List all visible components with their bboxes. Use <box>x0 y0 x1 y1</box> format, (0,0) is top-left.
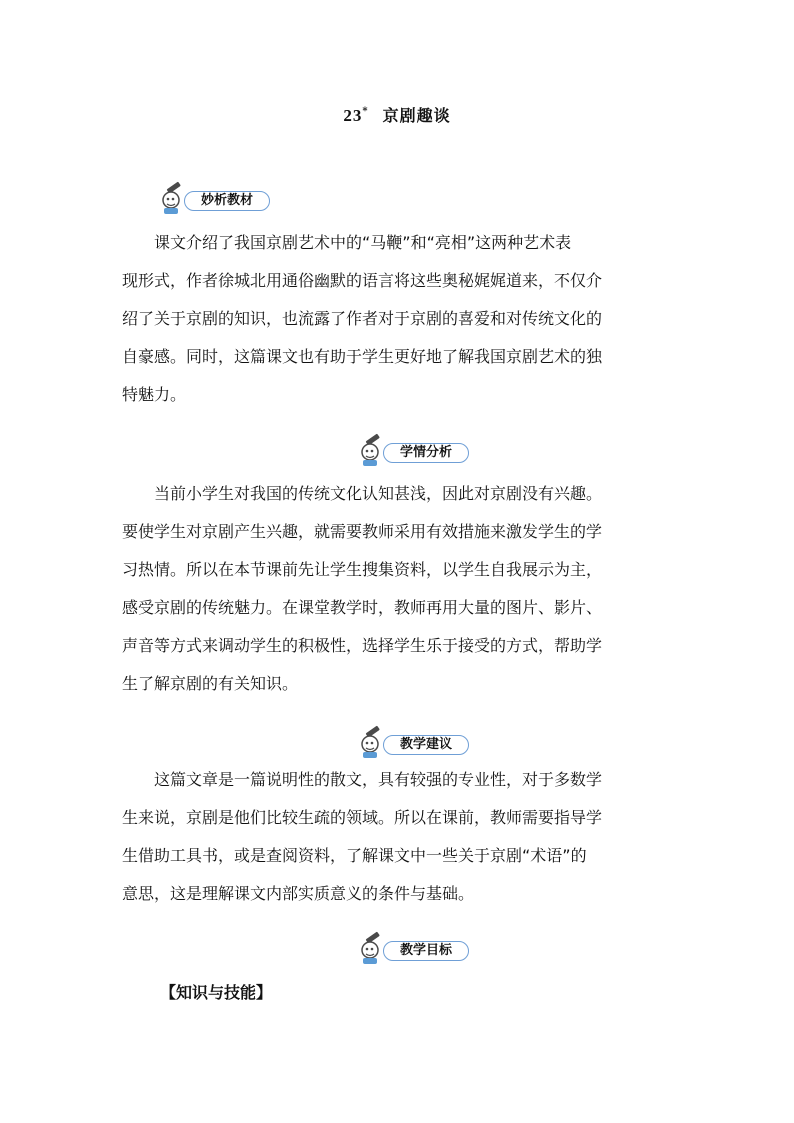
text-line: 习热情。所以在本节课前先让学生搜集资料，以学生自我展示为主， <box>122 560 603 579</box>
text-line: 课文介绍了我国京剧艺术中的“马鞭”和“亮相”这两种艺术表 <box>154 233 572 252</box>
badge-label: 妙析教材 <box>184 191 270 211</box>
text-line: 现形式，作者徐城北用通俗幽默的语言将这些奥秘娓娓道来，不仅介 <box>122 271 603 290</box>
section-badge-analysis <box>158 180 274 214</box>
text-line: 要使学生对京剧产生兴趣，就需要教师采用有效措施来激发学生的学 <box>122 522 603 541</box>
section-badge-learner <box>357 432 473 466</box>
lesson-name: 京剧趣谈 <box>382 106 451 125</box>
section-text-suggestion <box>122 761 674 913</box>
section-text-analysis <box>122 224 674 414</box>
text-line: 意思，这是理解课文内部实质意义的条件与基础。 <box>122 884 475 903</box>
text-line: 特魅力。 <box>122 385 187 404</box>
text-line: 自豪感。同时，这篇课文也有助于学生更好地了解我国京剧艺术的独 <box>122 347 603 366</box>
lesson-title <box>0 103 794 126</box>
section-text-learner <box>122 475 674 703</box>
text-line: 这篇文章是一篇说明性的散文，具有较强的专业性，对于多数学 <box>154 770 603 789</box>
lesson-mark: * <box>362 106 369 117</box>
section-badge-suggestion <box>357 724 473 758</box>
text-line: 生借助工具书，或是查阅资料，了解课文中一些关于京剧“术语”的 <box>122 846 587 865</box>
subheading-knowledge-skills: 【知识与技能】 <box>160 983 273 1002</box>
text-line: 生了解京剧的有关知识。 <box>122 674 299 693</box>
lesson-number: 23 <box>343 106 363 125</box>
section-badge-objectives <box>357 930 473 964</box>
badge-label: 教学目标 <box>383 941 469 961</box>
badge-label: 学情分析 <box>383 443 469 463</box>
badge-label: 教学建议 <box>383 735 469 755</box>
text-line: 绍了关于京剧的知识，也流露了作者对于京剧的喜爱和对传统文化的 <box>122 309 603 328</box>
text-line: 当前小学生对我国的传统文化认知甚浅，因此对京剧没有兴趣。 <box>154 484 603 503</box>
text-line: 感受京剧的传统魅力。在课堂教学时，教师再用大量的图片、影片、 <box>122 598 603 617</box>
text-line: 生来说，京剧是他们比较生疏的领域。所以在课前，教师需要指导学 <box>122 808 603 827</box>
text-line: 声音等方式来调动学生的积极性，选择学生乐于接受的方式，帮助学 <box>122 636 603 655</box>
